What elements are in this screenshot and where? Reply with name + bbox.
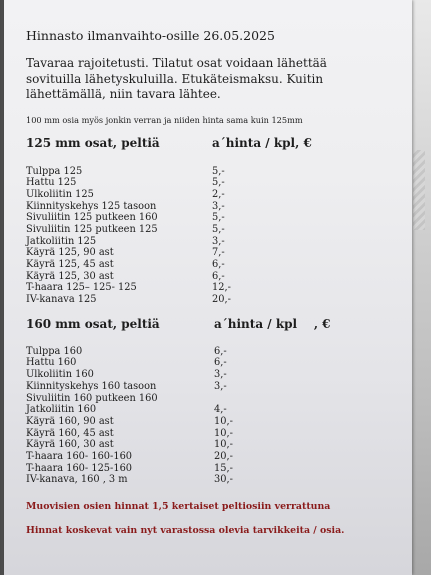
price-row <box>26 357 408 369</box>
item-name: Käyrä 125, 90 ast <box>26 247 114 259</box>
price-row <box>26 416 408 428</box>
price-row <box>26 451 408 463</box>
document-title: Hinnasto ilmanvaihto-osille 26.05.2025 <box>26 28 275 43</box>
item-price: 10,- <box>214 415 233 427</box>
item-name: Sivuliitin 160 putkeen 160 <box>26 392 158 404</box>
price-row <box>26 166 408 178</box>
item-price: 4,- <box>214 404 227 416</box>
item-name: Käyrä 125, 30 ast <box>26 270 114 282</box>
section-160-heading: 160 mm osat, peltiä <box>26 316 160 331</box>
item-name: Ulkoliitin 125 <box>26 188 94 200</box>
item-name: Kiinnityskehys 125 tasoon <box>26 200 157 212</box>
item-name: Sivuliitin 125 putkeen 160 <box>26 212 158 224</box>
item-price: 20,- <box>214 450 233 462</box>
price-row <box>26 463 408 475</box>
plastic-parts-note: Muovisien osien hinnat 1,5 kertaiset peltiosiin verrattuna <box>26 501 331 512</box>
price-row <box>26 236 408 248</box>
item-price: 6,- <box>212 259 225 270</box>
price-row <box>26 224 408 236</box>
item-name: Käyrä 125, 45 ast <box>26 259 114 270</box>
item-price: 3,- <box>212 200 225 212</box>
stock-only-note: Hinnat koskevat vain nyt varastossa olevia tarvikkeita / osia. <box>26 525 345 536</box>
item-name: Hattu 160 <box>26 357 77 369</box>
item-price: 3,- <box>212 235 225 247</box>
item-name: IV-kanava 125 <box>26 294 97 306</box>
item-price: 7,- <box>212 247 225 259</box>
section-160mm <box>26 317 408 486</box>
section-160-rows <box>26 346 408 486</box>
price-row <box>26 259 408 271</box>
price-row <box>26 189 408 201</box>
item-name: Sivuliitin 125 putkeen 125 <box>26 223 158 235</box>
price-row <box>26 282 408 294</box>
price-row <box>26 393 408 405</box>
item-name: Tulppa 125 <box>26 165 83 177</box>
item-name: Kiinnityskehys 160 tasoon <box>26 380 157 392</box>
item-name: T-haara 125– 125- 125 <box>26 282 137 294</box>
item-price: 5,- <box>212 212 225 224</box>
item-name: Jatkoliitin 160 <box>26 404 97 416</box>
price-row <box>26 381 408 393</box>
price-row <box>26 404 408 416</box>
item-name: Käyrä 160, 90 ast <box>26 415 114 427</box>
item-name: T-haara 160- 125-160 <box>26 462 133 474</box>
background-surface <box>411 0 431 575</box>
item-price: 3,- <box>214 369 227 381</box>
item-price: 5,- <box>212 223 225 235</box>
item-price: 6,- <box>214 357 227 369</box>
item-price: 10,- <box>214 439 233 451</box>
section-125-header <box>26 136 408 150</box>
price-row <box>26 271 408 283</box>
price-row <box>26 439 408 451</box>
section-160-header <box>26 317 408 331</box>
item-price: 10,- <box>214 427 233 439</box>
item-price: 12,- <box>212 282 231 294</box>
price-row <box>26 346 408 358</box>
section-125-heading: 125 mm osat, peltiä <box>26 135 160 150</box>
item-price: 5,- <box>212 165 225 177</box>
item-price: 6,- <box>214 345 227 357</box>
section-125mm <box>26 136 408 306</box>
item-name: Tulppa 160 <box>26 345 83 357</box>
section-125-rows <box>26 166 408 306</box>
item-price: 6,- <box>212 270 225 282</box>
price-row <box>26 247 408 259</box>
item-name: Jatkoliitin 125 <box>26 235 97 247</box>
item-price: 5,- <box>212 177 225 189</box>
price-list-sheet <box>4 0 412 575</box>
price-row <box>26 294 408 306</box>
item-name: Ulkoliitin 160 <box>26 369 94 381</box>
price-row <box>26 177 408 189</box>
size-note: 100 mm osia myös jonkin verran ja niiden hinta sama kuin 125mm <box>26 114 303 125</box>
price-row <box>26 369 408 381</box>
item-name: T-haara 160- 160-160 <box>26 450 133 462</box>
item-price: 3,- <box>214 380 227 392</box>
section-125-price-heading: a´hinta / kpl, € <box>212 135 312 150</box>
item-price: 20,- <box>212 294 231 306</box>
item-name: IV-kanava, 160 , 3 m <box>26 474 128 486</box>
price-row <box>26 428 408 440</box>
item-name: Käyrä 160, 45 ast <box>26 427 114 439</box>
price-row <box>26 201 408 213</box>
intro-paragraph: Tavaraa rajoitetusti. Tilatut osat voidaan lähettää sovituilla lähetyskuluilla. Etukäteismaksu. Kuitin lähettämällä, niin tavara lähtee. <box>26 56 327 101</box>
price-row <box>26 212 408 224</box>
item-name: Käyrä 160, 30 ast <box>26 439 114 451</box>
price-row <box>26 474 408 486</box>
section-160-price-heading: a´hinta / kpl , € <box>214 316 331 331</box>
item-name: Hattu 125 <box>26 177 77 189</box>
item-price: 15,- <box>214 462 233 474</box>
item-price: 30,- <box>214 474 233 486</box>
item-price: 2,- <box>212 188 225 200</box>
sheet-content <box>26 28 408 537</box>
